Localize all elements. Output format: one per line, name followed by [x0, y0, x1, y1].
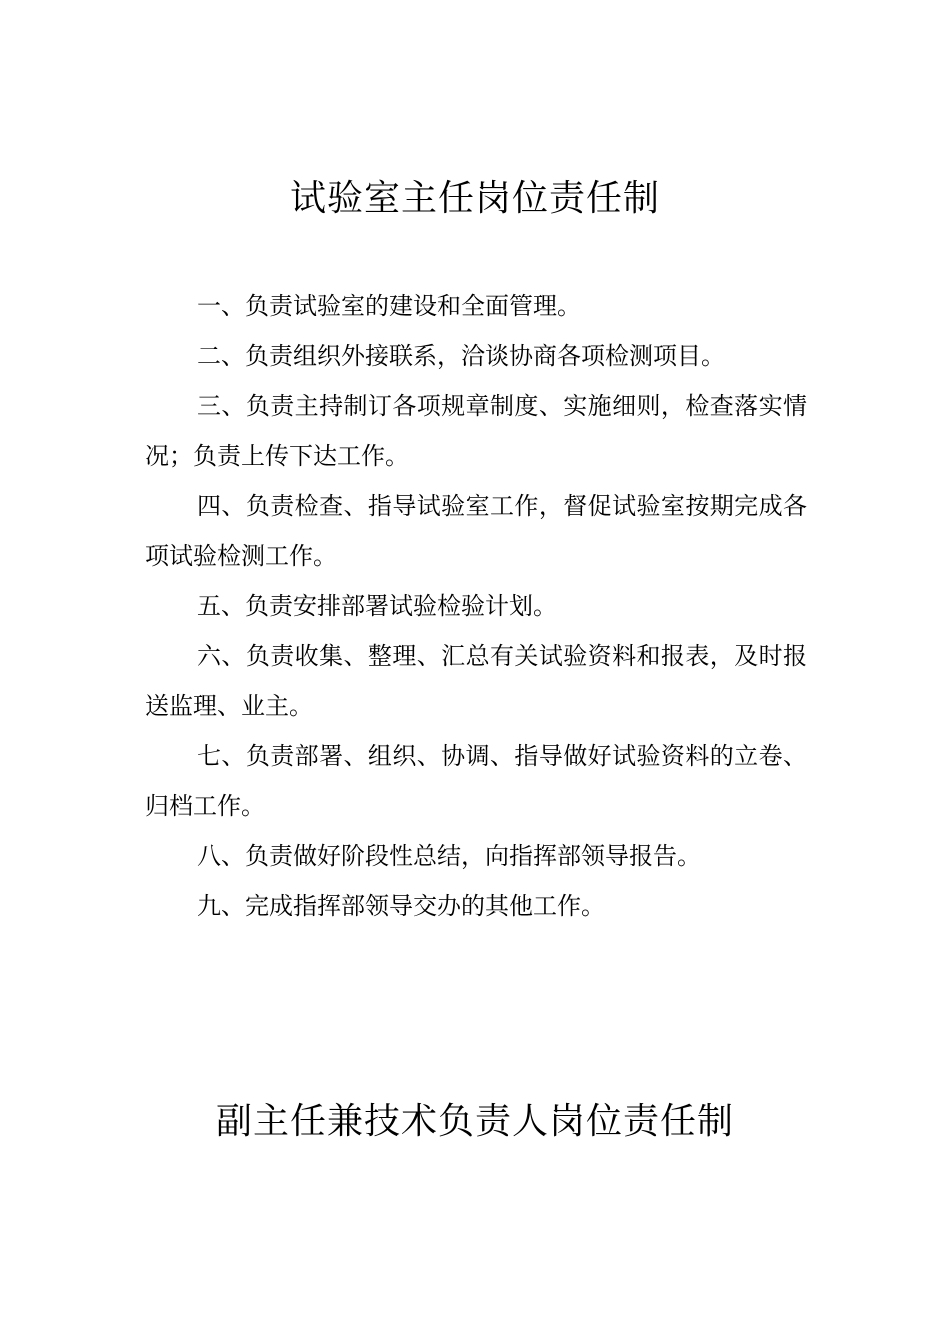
section1-title: 试验室主任岗位责任制	[289, 178, 660, 219]
duty-item: 九、完成指挥部领导交办的其他工作。	[197, 892, 605, 920]
duty-list	[145, 281, 807, 931]
section2-title: 副主任兼技术负责人岗位责任制	[215, 1101, 734, 1142]
duty-item: 四、负责检查、指导试验室工作，督促试验室按期完成各项试验检测工作。	[145, 492, 807, 570]
duty-item: 二、负责组织外接联系，洽谈协商各项检测项目。	[197, 342, 725, 370]
duty-item: 五、负责安排部署试验检验计划。	[197, 592, 557, 620]
duty-item: 七、负责部署、组织、协调、指导做好试验资料的立卷、归档工作。	[145, 742, 807, 820]
duty-item: 八、负责做好阶段性总结，向指挥部领导报告。	[197, 842, 701, 870]
duty-item: 三、负责主持制订各项规章制度、实施细则，检查落实情况；负责上传下达工作。	[145, 392, 807, 470]
duty-item: 六、负责收集、整理、汇总有关试验资料和报表，及时报送监理、业主。	[145, 642, 807, 720]
duty-item: 一、负责试验室的建设和全面管理。	[197, 292, 581, 320]
